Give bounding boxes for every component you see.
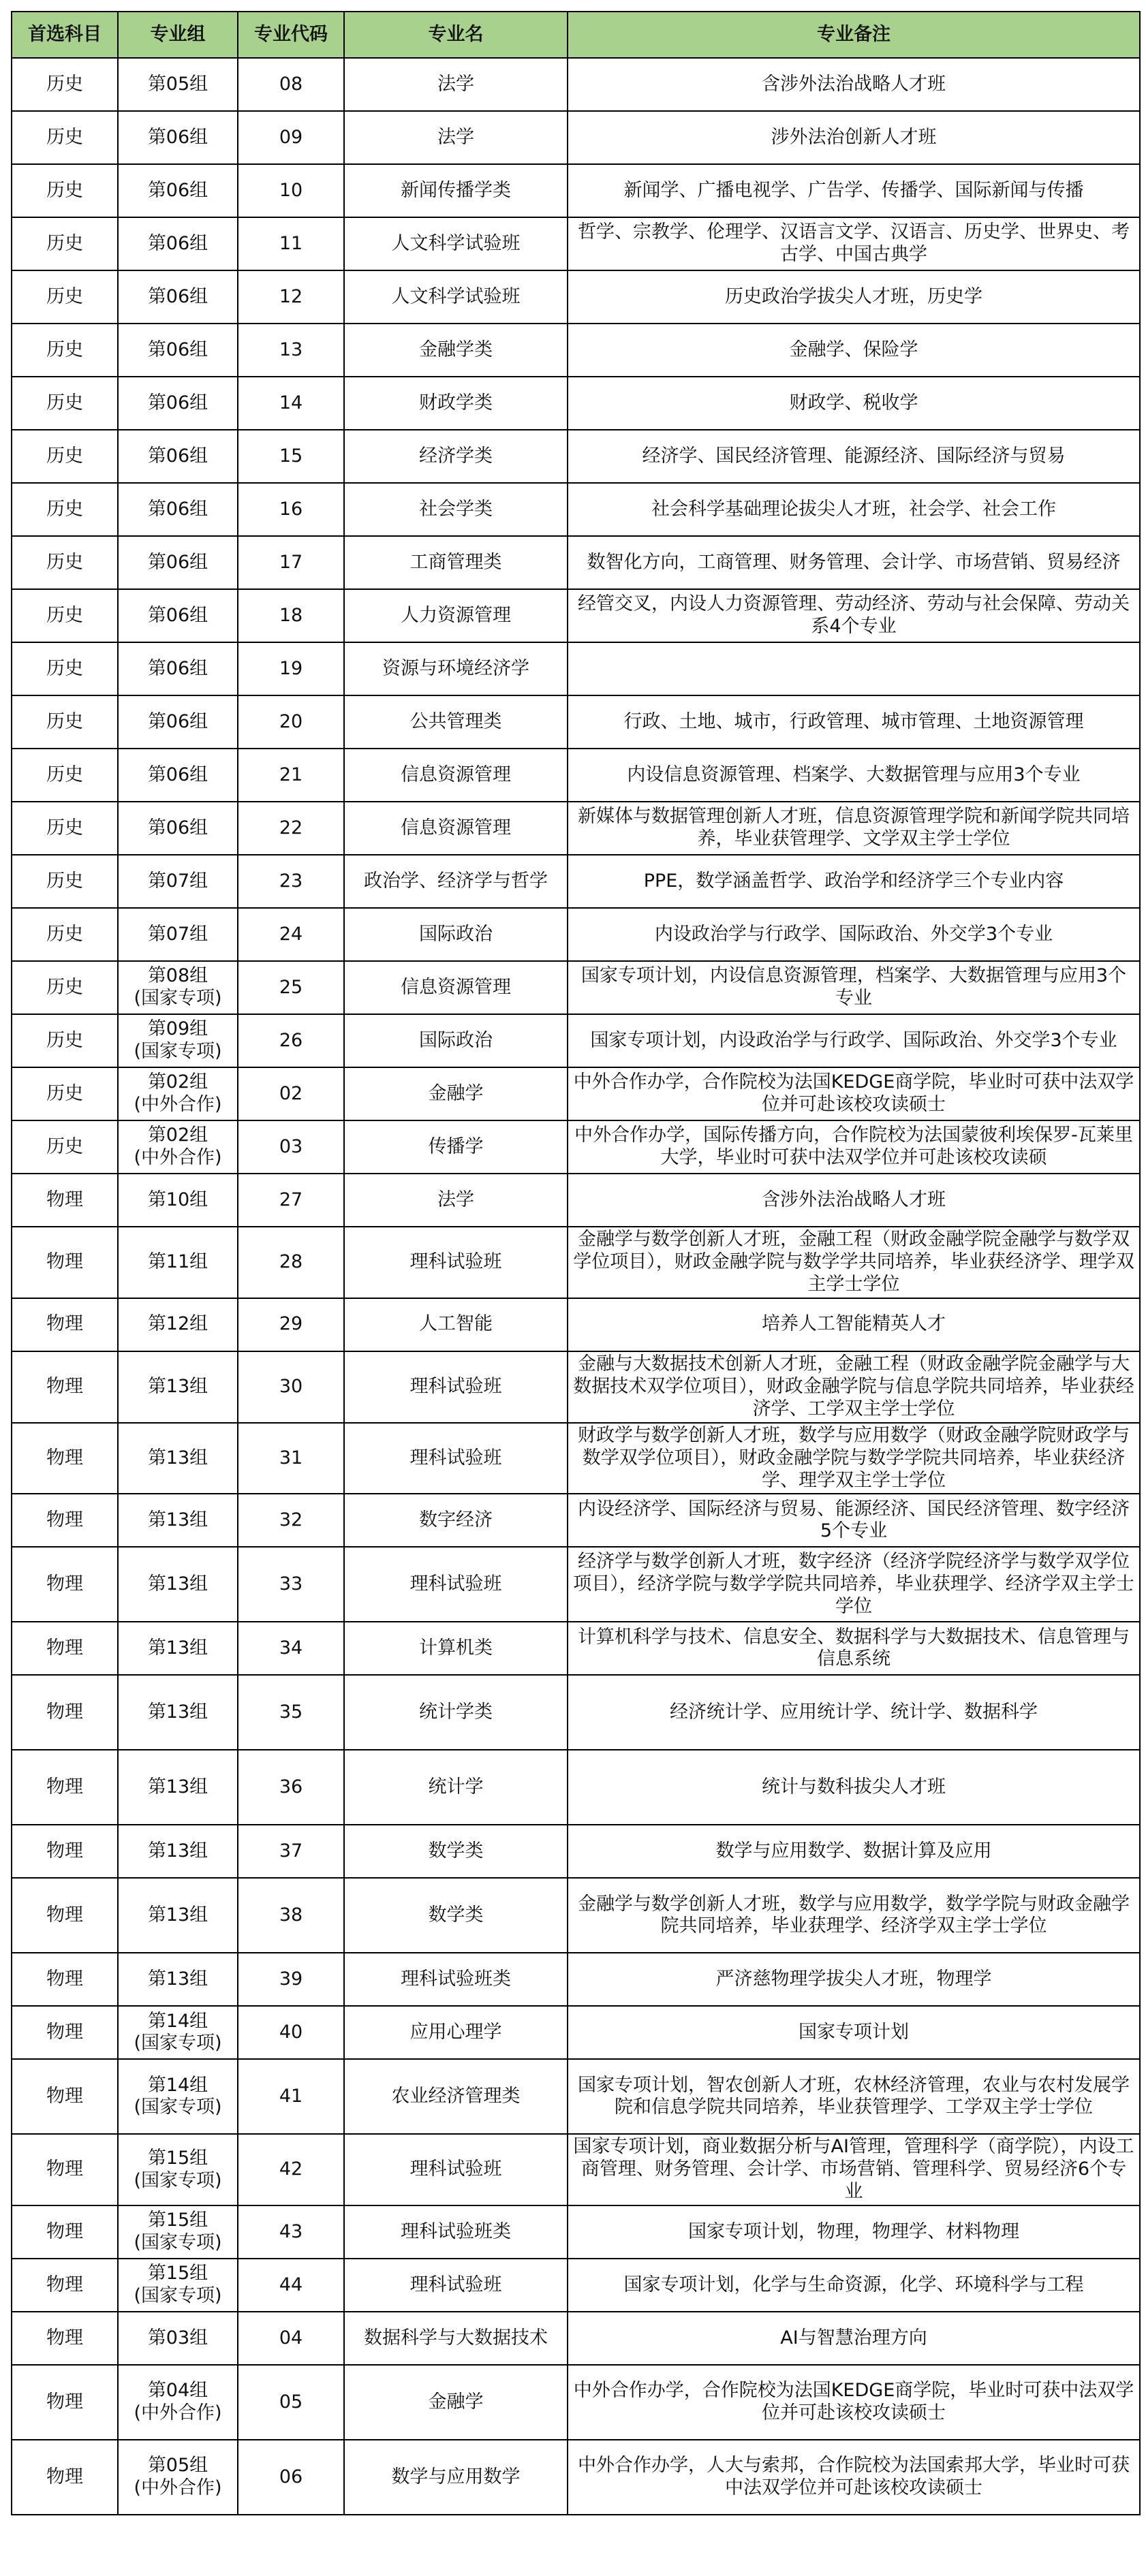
- major-note-cell: 计算机科学与技术、信息安全、数据科学与大数据技术、信息管理与信息系统: [568, 1622, 1140, 1675]
- major-note-cell: 国家专项计划，物理，物理学、材料物理: [568, 2205, 1140, 2259]
- code-cell: 26: [238, 1014, 344, 1067]
- major-note-cell: 新闻学、广播电视学、广告学、传播学、国际新闻与传播: [568, 164, 1140, 217]
- subject-cell: 物理: [12, 1298, 118, 1351]
- code-cell: 13: [238, 324, 344, 377]
- major-note-cell: PPE，数学涵盖哲学、政治学和经济学三个专业内容: [568, 855, 1140, 908]
- table-row: [12, 1878, 1140, 1953]
- group-cell: 第13组: [118, 1825, 238, 1878]
- subject-cell: 物理: [12, 1953, 118, 2006]
- subject-cell: 物理: [12, 1750, 118, 1825]
- header-subject: 首选科目: [12, 12, 118, 58]
- major-note-cell: 国家专项计划，化学与生命资源，化学、环境科学与工程: [568, 2259, 1140, 2312]
- group-cell: 第11组: [118, 1227, 238, 1298]
- table-row: [12, 1547, 1140, 1622]
- major-name-cell: 数学类: [344, 1825, 568, 1878]
- group-cell: 第06组: [118, 483, 238, 536]
- group-cell: 第14组 (国家专项): [118, 2059, 238, 2134]
- subject-cell: 历史: [12, 749, 118, 802]
- subject-cell: 物理: [12, 1825, 118, 1878]
- table-row: [12, 1298, 1140, 1351]
- major-note-cell: 严济慈物理学拔尖人才班，物理学: [568, 1953, 1140, 2006]
- subject-cell: 历史: [12, 1120, 118, 1174]
- group-cell: 第06组: [118, 164, 238, 217]
- table-row: [12, 1494, 1140, 1547]
- code-cell: 33: [238, 1547, 344, 1622]
- table-row: [12, 695, 1140, 749]
- group-cell: 第07组: [118, 908, 238, 961]
- table-row: [12, 1174, 1140, 1227]
- major-note-cell: 行政、土地、城市，行政管理、城市管理、土地资源管理: [568, 695, 1140, 749]
- subject-cell: 物理: [12, 2440, 118, 2515]
- subject-cell: 历史: [12, 111, 118, 164]
- subject-cell: 历史: [12, 1067, 118, 1120]
- major-note-cell: 金融与大数据技术创新人才班，金融工程（财政金融学院金融学与大数据技术双学位项目），财政金融学院与信息学院共同培养，毕业获经济学、工学双主学士学位: [568, 1351, 1140, 1423]
- table-row: [12, 1750, 1140, 1825]
- major-note-cell: 社会科学基础理论拔尖人才班，社会学、社会工作: [568, 483, 1140, 536]
- major-note-cell: 国家专项计划，内设政治学与行政学、国际政治、外交学3个专业: [568, 1014, 1140, 1067]
- code-cell: 31: [238, 1423, 344, 1494]
- major-name-cell: 金融学类: [344, 324, 568, 377]
- group-cell: 第15组 (国家专项): [118, 2205, 238, 2259]
- major-name-cell: 数字经济: [344, 1494, 568, 1547]
- code-cell: 04: [238, 2312, 344, 2365]
- major-note-cell: 经济学与数学创新人才班，数字经济（经济学院经济学与数学双学位项目），经济学院与数学学院共同培养，毕业获理学、经济学双主学士学位: [568, 1547, 1140, 1622]
- major-note-cell: 数智化方向，工商管理、财务管理、会计学、市场营销、贸易经济: [568, 536, 1140, 589]
- major-name-cell: 数学与应用数学: [344, 2440, 568, 2515]
- group-cell: 第06组: [118, 324, 238, 377]
- group-cell: 第06组: [118, 377, 238, 430]
- table-row: [12, 58, 1140, 111]
- major-note-cell: 哲学、宗教学、伦理学、汉语言文学、汉语言、历史学、世界史、考古学、中国古典学: [568, 217, 1140, 270]
- major-name-cell: 理科试验班: [344, 1423, 568, 1494]
- major-name-cell: 金融学: [344, 2365, 568, 2440]
- major-name-cell: 理科试验班: [344, 1547, 568, 1622]
- code-cell: 35: [238, 1675, 344, 1750]
- major-note-cell: 金融学与数学创新人才班，金融工程（财政金融学院金融学与数学双学位项目），财政金融学院与数学学共同培养，毕业获经济学、理学双主学士学位: [568, 1227, 1140, 1298]
- major-note-cell: 内设经济学、国际经济与贸易、能源经济、国民经济管理、数字经济5个专业: [568, 1494, 1140, 1547]
- table-row: [12, 749, 1140, 802]
- code-cell: 22: [238, 802, 344, 855]
- code-cell: 10: [238, 164, 344, 217]
- subject-cell: 物理: [12, 1227, 118, 1298]
- table-row: [12, 377, 1140, 430]
- table-row: [12, 1953, 1140, 2006]
- code-cell: 09: [238, 111, 344, 164]
- group-cell: 第13组: [118, 1547, 238, 1622]
- major-name-cell: 理科试验班: [344, 1227, 568, 1298]
- group-cell: 第08组 (国家专项): [118, 961, 238, 1014]
- subject-cell: 物理: [12, 1547, 118, 1622]
- code-cell: 19: [238, 642, 344, 695]
- code-cell: 02: [238, 1067, 344, 1120]
- subject-cell: 历史: [12, 217, 118, 270]
- table-row: [12, 1622, 1140, 1675]
- major-name-cell: 人文科学试验班: [344, 217, 568, 270]
- table-row: [12, 536, 1140, 589]
- header-name: 专业名: [344, 12, 568, 58]
- table-body: [12, 58, 1140, 2515]
- table-row: [12, 1825, 1140, 1878]
- group-cell: 第13组: [118, 1675, 238, 1750]
- major-name-cell: 政治学、经济学与哲学: [344, 855, 568, 908]
- code-cell: 32: [238, 1494, 344, 1547]
- subject-cell: 物理: [12, 2312, 118, 2365]
- code-cell: 23: [238, 855, 344, 908]
- major-name-cell: 信息资源管理: [344, 961, 568, 1014]
- table-header-row: [12, 12, 1140, 58]
- table-row: [12, 589, 1140, 642]
- group-cell: 第13组: [118, 1494, 238, 1547]
- major-note-cell: AI与智慧治理方向: [568, 2312, 1140, 2365]
- code-cell: 12: [238, 270, 344, 324]
- table-row: [12, 2134, 1140, 2205]
- code-cell: 08: [238, 58, 344, 111]
- major-note-cell: 财政学、税收学: [568, 377, 1140, 430]
- subject-cell: 历史: [12, 855, 118, 908]
- group-cell: 第15组 (国家专项): [118, 2259, 238, 2312]
- major-name-cell: 法学: [344, 58, 568, 111]
- code-cell: 44: [238, 2259, 344, 2312]
- group-cell: 第06组: [118, 802, 238, 855]
- major-note-cell: 统计与数科拔尖人才班: [568, 1750, 1140, 1825]
- code-cell: 15: [238, 430, 344, 483]
- major-name-cell: 人工智能: [344, 1298, 568, 1351]
- code-cell: 06: [238, 2440, 344, 2515]
- code-cell: 29: [238, 1298, 344, 1351]
- code-cell: 42: [238, 2134, 344, 2205]
- subject-cell: 历史: [12, 164, 118, 217]
- group-cell: 第09组 (国家专项): [118, 1014, 238, 1067]
- code-cell: 36: [238, 1750, 344, 1825]
- subject-cell: 历史: [12, 377, 118, 430]
- code-cell: 27: [238, 1174, 344, 1227]
- table-row: [12, 2205, 1140, 2259]
- subject-cell: 历史: [12, 58, 118, 111]
- subject-cell: 历史: [12, 270, 118, 324]
- major-name-cell: 经济学类: [344, 430, 568, 483]
- table-row: [12, 642, 1140, 695]
- major-note-cell: 内设信息资源管理、档案学、大数据管理与应用3个专业: [568, 749, 1140, 802]
- major-name-cell: 国际政治: [344, 908, 568, 961]
- major-name-cell: 统计学类: [344, 1675, 568, 1750]
- major-name-cell: 社会学类: [344, 483, 568, 536]
- major-name-cell: 资源与环境经济学: [344, 642, 568, 695]
- subject-cell: 物理: [12, 1494, 118, 1547]
- table-row: [12, 2259, 1140, 2312]
- major-name-cell: 理科试验班类: [344, 1953, 568, 2006]
- major-name-cell: 法学: [344, 1174, 568, 1227]
- major-name-cell: 农业经济管理类: [344, 2059, 568, 2134]
- group-cell: 第03组: [118, 2312, 238, 2365]
- table-row: [12, 1423, 1140, 1494]
- header-note: 专业备注: [568, 12, 1140, 58]
- subject-cell: 历史: [12, 430, 118, 483]
- major-note-cell: 中外合作办学，合作院校为法国KEDGE商学院，毕业时可获中法双学位并可赴该校攻读硕士: [568, 1067, 1140, 1120]
- major-name-cell: 法学: [344, 111, 568, 164]
- major-name-cell: 应用心理学: [344, 2006, 568, 2059]
- major-name-cell: 传播学: [344, 1120, 568, 1174]
- table-row: [12, 1675, 1140, 1750]
- code-cell: 05: [238, 2365, 344, 2440]
- major-note-cell: 新媒体与数据管理创新人才班，信息资源管理学院和新闻学院共同培养，毕业获管理学、文学双主学士学位: [568, 802, 1140, 855]
- table-row: [12, 217, 1140, 270]
- major-name-cell: 理科试验班类: [344, 2205, 568, 2259]
- major-note-cell: 中外合作办学，合作院校为法国KEDGE商学院，毕业时可获中法双学位并可赴该校攻读硕士: [568, 2365, 1140, 2440]
- subject-cell: 物理: [12, 1174, 118, 1227]
- subject-cell: 历史: [12, 961, 118, 1014]
- code-cell: 14: [238, 377, 344, 430]
- major-name-cell: 财政学类: [344, 377, 568, 430]
- major-name-cell: 理科试验班: [344, 2259, 568, 2312]
- table-row: [12, 2440, 1140, 2515]
- subject-cell: 物理: [12, 2365, 118, 2440]
- major-note-cell: [568, 642, 1140, 695]
- table-row: [12, 2312, 1140, 2365]
- subject-cell: 物理: [12, 2205, 118, 2259]
- subject-cell: 物理: [12, 1351, 118, 1423]
- major-note-cell: 财政学与数学创新人才班，数学与应用数学（财政金融学院财政学与数学双学位项目），财政金融学院与数学学院共同培养，毕业获经济学、理学双主学士学位: [568, 1423, 1140, 1494]
- major-note-cell: 国家专项计划，商业数据分析与AI管理，管理科学（商学院），内设工商管理、财务管理、会计学、市场营销、管理科学、贸易经济6个专业: [568, 2134, 1140, 2205]
- major-note-cell: 培养人工智能精英人才: [568, 1298, 1140, 1351]
- group-cell: 第02组 (中外合作): [118, 1067, 238, 1120]
- major-note-cell: 经济学、国民经济管理、能源经济、国际经济与贸易: [568, 430, 1140, 483]
- group-cell: 第02组 (中外合作): [118, 1120, 238, 1174]
- table-row: [12, 1014, 1140, 1067]
- code-cell: 03: [238, 1120, 344, 1174]
- group-cell: 第14组 (国家专项): [118, 2006, 238, 2059]
- group-cell: 第06组: [118, 536, 238, 589]
- group-cell: 第13组: [118, 1878, 238, 1953]
- header-code: 专业代码: [238, 12, 344, 58]
- table-row: [12, 1120, 1140, 1174]
- table-row: [12, 855, 1140, 908]
- group-cell: 第06组: [118, 270, 238, 324]
- major-note-cell: 数学与应用数学、数据计算及应用: [568, 1825, 1140, 1878]
- group-cell: 第06组: [118, 695, 238, 749]
- group-cell: 第06组: [118, 749, 238, 802]
- table-row: [12, 2006, 1140, 2059]
- group-cell: 第13组: [118, 1423, 238, 1494]
- group-cell: 第06组: [118, 589, 238, 642]
- major-note-cell: 国家专项计划，内设信息资源管理，档案学、大数据管理与应用3个专业: [568, 961, 1140, 1014]
- table-row: [12, 324, 1140, 377]
- code-cell: 28: [238, 1227, 344, 1298]
- major-note-cell: 中外合作办学，国际传播方向，合作院校为法国蒙彼利埃保罗-瓦莱里大学，毕业时可获中法双学位并可赴该校攻读硕: [568, 1120, 1140, 1174]
- code-cell: 40: [238, 2006, 344, 2059]
- table-row: [12, 2365, 1140, 2440]
- code-cell: 21: [238, 749, 344, 802]
- subject-cell: 物理: [12, 2134, 118, 2205]
- major-name-cell: 新闻传播学类: [344, 164, 568, 217]
- subject-cell: 历史: [12, 642, 118, 695]
- major-name-cell: 数据科学与大数据技术: [344, 2312, 568, 2365]
- major-name-cell: 数学类: [344, 1878, 568, 1953]
- table-row: [12, 430, 1140, 483]
- code-cell: 39: [238, 1953, 344, 2006]
- group-cell: 第06组: [118, 217, 238, 270]
- subject-cell: 历史: [12, 908, 118, 961]
- code-cell: 30: [238, 1351, 344, 1423]
- group-cell: 第06组: [118, 642, 238, 695]
- subject-cell: 物理: [12, 2059, 118, 2134]
- subject-cell: 物理: [12, 1622, 118, 1675]
- table-row: [12, 2059, 1140, 2134]
- subject-cell: 历史: [12, 695, 118, 749]
- major-name-cell: 人力资源管理: [344, 589, 568, 642]
- major-name-cell: 信息资源管理: [344, 802, 568, 855]
- code-cell: 37: [238, 1825, 344, 1878]
- major-note-cell: 涉外法治创新人才班: [568, 111, 1140, 164]
- table-row: [12, 961, 1140, 1014]
- group-cell: 第13组: [118, 1953, 238, 2006]
- major-name-cell: 计算机类: [344, 1622, 568, 1675]
- major-note-cell: 金融学与数学创新人才班，数学与应用数学，数学学院与财政金融学院共同培养，毕业获理学、经济学双主学士学位: [568, 1878, 1140, 1953]
- header-group: 专业组: [118, 12, 238, 58]
- code-cell: 11: [238, 217, 344, 270]
- major-note-cell: 含涉外法治战略人才班: [568, 1174, 1140, 1227]
- code-cell: 25: [238, 961, 344, 1014]
- group-cell: 第05组 (中外合作): [118, 2440, 238, 2515]
- subject-cell: 物理: [12, 1878, 118, 1953]
- subject-cell: 历史: [12, 802, 118, 855]
- code-cell: 38: [238, 1878, 344, 1953]
- table-row: [12, 111, 1140, 164]
- group-cell: 第10组: [118, 1174, 238, 1227]
- subject-cell: 物理: [12, 2259, 118, 2312]
- group-cell: 第05组: [118, 58, 238, 111]
- major-note-cell: 国家专项计划: [568, 2006, 1140, 2059]
- major-note-cell: 中外合作办学，人大与索邦，合作院校为法国索邦大学，毕业时可获中法双学位并可赴该校攻读硕士: [568, 2440, 1140, 2515]
- table-row: [12, 164, 1140, 217]
- table-row: [12, 1351, 1140, 1423]
- major-note-cell: 经济统计学、应用统计学、统计学、数据科学: [568, 1675, 1140, 1750]
- table-row: [12, 483, 1140, 536]
- table-row: [12, 908, 1140, 961]
- code-cell: 16: [238, 483, 344, 536]
- major-name-cell: 理科试验班: [344, 1351, 568, 1423]
- code-cell: 34: [238, 1622, 344, 1675]
- subject-cell: 历史: [12, 536, 118, 589]
- major-note-cell: 内设政治学与行政学、国际政治、外交学3个专业: [568, 908, 1140, 961]
- table-row: [12, 270, 1140, 324]
- group-cell: 第06组: [118, 430, 238, 483]
- table-row: [12, 1067, 1140, 1120]
- code-cell: 20: [238, 695, 344, 749]
- subject-cell: 历史: [12, 1014, 118, 1067]
- major-name-cell: 信息资源管理: [344, 749, 568, 802]
- group-cell: 第15组 (国家专项): [118, 2134, 238, 2205]
- major-name-cell: 工商管理类: [344, 536, 568, 589]
- group-cell: 第13组: [118, 1750, 238, 1825]
- majors-table: [11, 11, 1141, 2515]
- subject-cell: 物理: [12, 1423, 118, 1494]
- subject-cell: 物理: [12, 2006, 118, 2059]
- subject-cell: 历史: [12, 483, 118, 536]
- group-cell: 第13组: [118, 1351, 238, 1423]
- subject-cell: 历史: [12, 324, 118, 377]
- table-row: [12, 802, 1140, 855]
- group-cell: 第12组: [118, 1298, 238, 1351]
- major-name-cell: 理科试验班: [344, 2134, 568, 2205]
- code-cell: 24: [238, 908, 344, 961]
- group-cell: 第07组: [118, 855, 238, 908]
- major-note-cell: 含涉外法治战略人才班: [568, 58, 1140, 111]
- major-name-cell: 国际政治: [344, 1014, 568, 1067]
- group-cell: 第04组 (中外合作): [118, 2365, 238, 2440]
- major-note-cell: 国家专项计划，智农创新人才班，农林经济管理，农业与农村发展学院和信息学院共同培养，毕业获管理学、工学双主学士学位: [568, 2059, 1140, 2134]
- code-cell: 18: [238, 589, 344, 642]
- major-note-cell: 金融学、保险学: [568, 324, 1140, 377]
- group-cell: 第13组: [118, 1622, 238, 1675]
- code-cell: 41: [238, 2059, 344, 2134]
- major-name-cell: 统计学: [344, 1750, 568, 1825]
- group-cell: 第06组: [118, 111, 238, 164]
- code-cell: 43: [238, 2205, 344, 2259]
- table-row: [12, 1227, 1140, 1298]
- major-name-cell: 金融学: [344, 1067, 568, 1120]
- major-name-cell: 人文科学试验班: [344, 270, 568, 324]
- major-note-cell: 经管交叉，内设人力资源管理、劳动经济、劳动与社会保障、劳动关系4个专业: [568, 589, 1140, 642]
- major-name-cell: 公共管理类: [344, 695, 568, 749]
- subject-cell: 历史: [12, 589, 118, 642]
- subject-cell: 物理: [12, 1675, 118, 1750]
- code-cell: 17: [238, 536, 344, 589]
- major-note-cell: 历史政治学拔尖人才班，历史学: [568, 270, 1140, 324]
